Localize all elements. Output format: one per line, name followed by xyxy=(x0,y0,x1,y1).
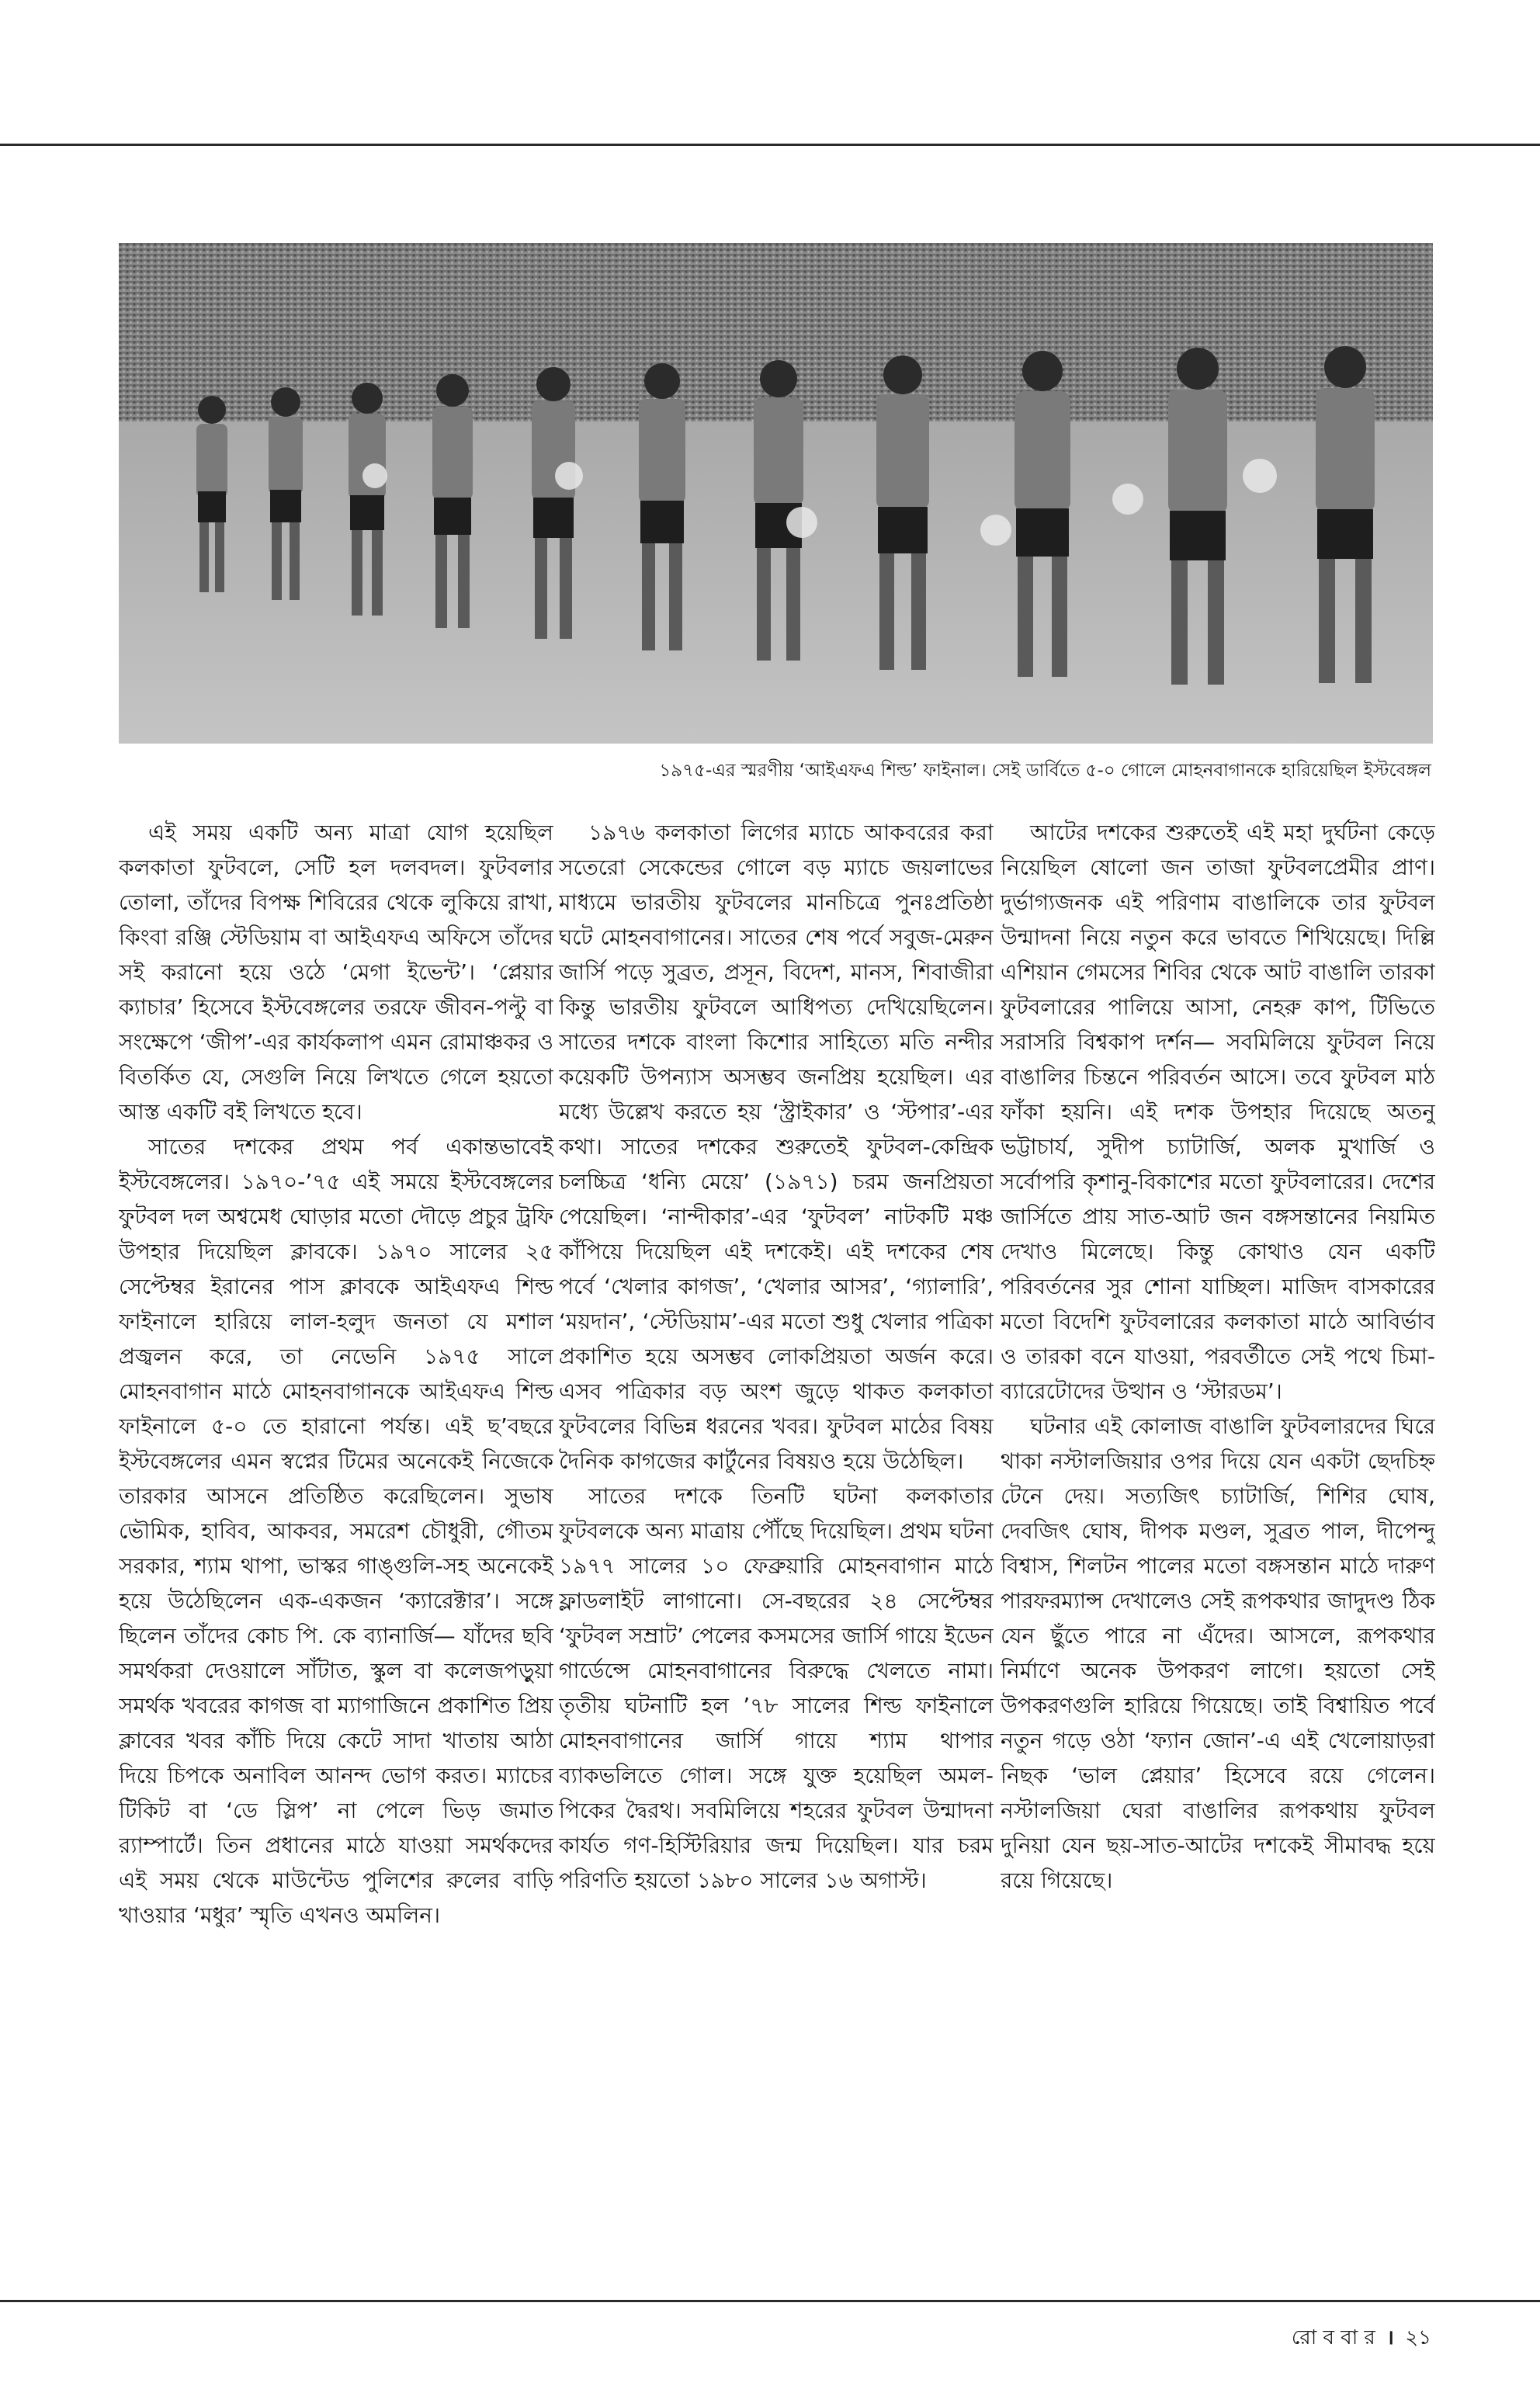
top-rule xyxy=(0,144,1540,146)
page-footer xyxy=(1292,2325,1431,2351)
paragraph: ঘটনার এই কোলাজ বাঙালি ফুটবলারদের ঘিরে থাকা নস্টালজিয়ার ওপর দিয়ে যেন একটা ছেদচিহ্ন টেনে দেয়। সত্যজিৎ চ্যাটার্জি, শিশির ঘোষ, দেবজিৎ ঘোষ, দীপক মণ্ডল, সুব্রত পাল, দীপেন্দু বিশ্বাস, শিলটন পালের মতো বঙ্গসন্তান মাঠে দারুণ পারফরম্যান্স দেখালেও সেই রূপকথার জাদুদণ্ড ঠিক যেন ছুঁতে পারে না এঁদের। আসলে, রূপকথার নির্মাণে অনেক উপকরণ লাগে। হয়তো সেই উপকরণগুলি হারিয়ে গিয়েছে। তাই বিশ্বায়িত পর্বে নতুন গড়ে ওঠা ‘ফ্যান জোন’-এ এই খেলোয়াড়রা নিছক ‘ভাল প্লেয়ার’ হিসেবে রয়ে গেলেন। নস্টালজিয়া ঘেরা বাঙালির রূপকথায় ফুটবল দুনিয়া যেন ছয়-সাত-আটের দশকেই সীমাবদ্ধ হয়ে রয়ে গিয়েছে। xyxy=(1001,1413,1435,1893)
article-column-1 xyxy=(119,815,553,2274)
magazine-name: রো ব বা র xyxy=(1291,2326,1375,2350)
article-column-2 xyxy=(559,815,994,2274)
paragraph: ১৯৭৬ কলকাতা লিগের ম্যাচে আকবরের করা সতেরো সেকেন্ডের গোলে বড় ম্যাচে জয়লাভের মাধ্যমে ভারতীয় ফুটবলের মানচিত্রে পুনঃপ্রতিষ্ঠা ঘটে মোহনবাগানের। সাতের শেষ পর্বে সবুজ-মেরুন জার্সি পড়ে সুব্রত, প্রসূন, বিদেশ, মানস, শিবাজীরা কিন্তু ভারতীয় ফুটবলে আধিপত্য দেখিয়েছিলেন। সাতের দশকে বাংলা কিশোর সাহিত্যে মতি নন্দীর কয়েকটি উপন্যাস অসম্ভব জনপ্রিয় হয়েছিল। এর মধ্যে উল্লেখ করতে হয় ‘স্ট্রাইকার’ ও ‘স্টপার’-এর কথা। সাতের দশকের শুরুতেই ফুটবল-কেন্দ্রিক চলচ্চিত্র ‘ধন্যি মেয়ে’ (১৯৭১) চরম জনপ্রিয়তা পেয়েছিল। ‘নান্দীকার’-এর ‘ফুটবল’ নাটকটি মঞ্চ কাঁপিয়ে দিয়েছিল এই দশকেই। এই দশকের শেষ পর্বে ‘খেলার কাগজ’, ‘খেলার আসর’, ‘গ্যালারি’, ‘ময়দান’, ‘স্টেডিয়াম’-এর মতো শুধু খেলার পত্রিকা প্রকাশিত হয়ে অসম্ভব লোকপ্রিয়তা অর্জন করে। এসব পত্রিকার বড় অংশ জুড়ে থাকত কলকাতা ফুটবলের বিভিন্ন ধরনের খবর। ফুটবল মাঠের বিষয় দৈনিক কাগজের কার্টুনের বিষয়ও হয়ে উঠেছিল। xyxy=(559,820,994,1474)
paragraph: আটের দশকের শুরুতেই এই মহা দুর্ঘটনা কেড়ে নিয়েছিল ষোলো জন তাজা ফুটবলপ্রেমীর প্রাণ। দুর্ভাগ্যজনক এই পরিণাম বাঙালিকে তার ফুটবল উন্মাদনা নিয়ে নতুন করে ভাবতে শিখিয়েছে। দিল্লি এশিয়ান গেমসের শিবির থেকে আট বাঙালি তারকা ফুটবলারের পালিয়ে আসা, নেহরু কাপ, টিভিতে সরাসরি বিশ্বকাপ দর্শন— সবমিলিয়ে ফুটবল নিয়ে বাঙালির চিন্তনে পরিবর্তন আসে। তবে ফুটবল মাঠ ফাঁকা হয়নি। এই দশক উপহার দিয়েছে অতনু ভট্টাচার্য, সুদীপ চ্যাটার্জি, অলক মুখার্জি ও সর্বোপরি কৃশানু-বিকাশের মতো ফুটবলারের। দেশের জার্সিতে প্রায় সাত-আট জন বঙ্গসন্তানের নিয়মিত দেখাও মিলেছে। কিন্তু কোথাও যেন একটি পরিবর্তনের সুর শোনা যাচ্ছিল। মাজিদ বাসকারের মতো বিদেশি ফুটবলারের কলকাতা মাঠে আবির্ভাব ও তারকা বনে যাওয়া, পরবর্তীতে সেই পথে চিমা-ব্যারেটোদের উত্থান ও ‘স্টারডম’। xyxy=(1001,820,1435,1404)
paragraph: এই সময় একটি অন্য মাত্রা যোগ হয়েছিল কলকাতা ফুটবলে, সেটি হল দলবদল। ফুটবলার তোলা, তাঁদের বিপক্ষ শিবিরের থেকে লুকিয়ে রাখা, কিংবা রঞ্জি স্টেডিয়াম বা আইএফএ অফিসে তাঁদের সই করানো হয়ে ওঠে ‘মেগা ইভেন্ট’। ‘প্লেয়ার ক্যাচার’ হিসেবে ইস্টবেঙ্গলের তরফে জীবন-পল্টু বা সংক্ষেপে ‘জীপ’-এর কার্যকলাপ এমন রোমাঞ্চকর ও বিতর্কিত যে, সেগুলি নিয়ে লিখতে গেলে হয়তো আস্ত একটি বই লিখতে হবে। xyxy=(119,820,553,1125)
footer-separator: । xyxy=(1386,2326,1394,2350)
bottom-rule xyxy=(0,2300,1540,2302)
paragraph: সাতের দশকের প্রথম পর্ব একান্তভাবেই ইস্টবেঙ্গলের। ১৯৭০-’৭৫ এই সময়ে ইস্টবেঙ্গলের ফুটবল দল অশ্বমেধ ঘোড়ার মতো দৌড়ে প্রচুর ট্রফি উপহার দিয়েছিল ক্লাবকে। ১৯৭০ সালের ২৫ সেপ্টেম্বর ইরানের পাস ক্লাবকে আইএফএ শিল্ড ফাইনালে হারিয়ে লাল-হলুদ জনতা যে মশাল প্রজ্বলন করে, তা নেভেনি ১৯৭৫ সালে মোহনবাগান মাঠে মোহনবাগানকে আইএফএ শিল্ড ফাইনালে ৫-০ তে হারানো পর্যন্ত। এই ছ’বছরে ইস্টবেঙ্গলের এমন স্বপ্নের টিমের অনেকেই নিজেকে তারকার আসনে প্রতিষ্ঠিত করেছিলেন। সুভাষ ভৌমিক, হাবিব, আকবর, সমরেশ চৌধুরী, গৌতম সরকার, শ্যাম থাপা, ভাস্কর গাঙ্গুলি-সহ অনেকেই হয়ে উঠেছিলেন এক-একজন ‘ক্যারেক্টার’। সঙ্গে ছিলেন তাঁদের কোচ পি. কে ব্যানার্জি— যাঁদের ছবি সমর্থকরা দেওয়ালে সাঁটাত, স্কুল বা কলেজপড়ুয়া সমর্থক খবরের কাগজ বা ম্যাগাজিনে প্রকাশিত প্রিয় ক্লাবের খবর কাঁচি দিয়ে কেটে সাদা খাতায় আঠা দিয়ে চিপকে অনাবিল আনন্দ ভোগ করত। ম্যাচের টিকিট বা ‘ডে স্লিপ’ না পেলে ভিড় জমাত র‍্যাম্পার্টে। তিন প্রধানের মাঠে যাওয়া সমর্থকদের এই সময় থেকে মাউন্টেড পুলিশের রুলের বাড়ি খাওয়ার ‘মধুর’ স্মৃতি এখনও অমলিন। xyxy=(119,1134,553,1928)
paragraph: সাতের দশকে তিনটি ঘটনা কলকাতার ফুটবলকে অন্য মাত্রায় পৌঁছে দিয়েছিল। প্রথম ঘটনা ১৯৭৭ সালের ১০ ফেব্রুয়ারি মোহনবাগান মাঠে ফ্লাডলাইট লাগানো। সে-বছরের ২৪ সেপ্টেম্বর ‘ফুটবল সম্রাট’ পেলের কসমসের জার্সি গায়ে ইডেন গার্ডেন্সে মোহনবাগানের বিরুদ্ধে খেলতে নামা। তৃতীয় ঘটনাটি হল ’৭৮ সালের শিল্ড ফাইনালে মোহনবাগানের জার্সি গায়ে শ্যাম থাপার ব্যাকভলিতে গোল। সঙ্গে যুক্ত হয়েছিল অমল-পিকের দ্বৈরথ। সবমিলিয়ে শহরের ফুটবল উন্মাদনা কার্যত গণ-হিস্টিরিয়ার জন্ম দিয়েছিল। যার চরম পরিণতি হয়তো ১৯৮০ সালের ১৬ অগাস্ট। xyxy=(559,1483,994,1893)
photo-caption: ১৯৭৫-এর স্মরণীয় ‘আইএফএ শিল্ড’ ফাইনাল। সেই ডার্বিতে ৫-০ গোলে মোহনবাগানকে হারিয়েছিল ইস্টবেঙ্গল xyxy=(659,761,1431,781)
article-column-3 xyxy=(1001,815,1435,2274)
page-number: ২১ xyxy=(1405,2326,1431,2350)
team-photo xyxy=(119,243,1433,744)
